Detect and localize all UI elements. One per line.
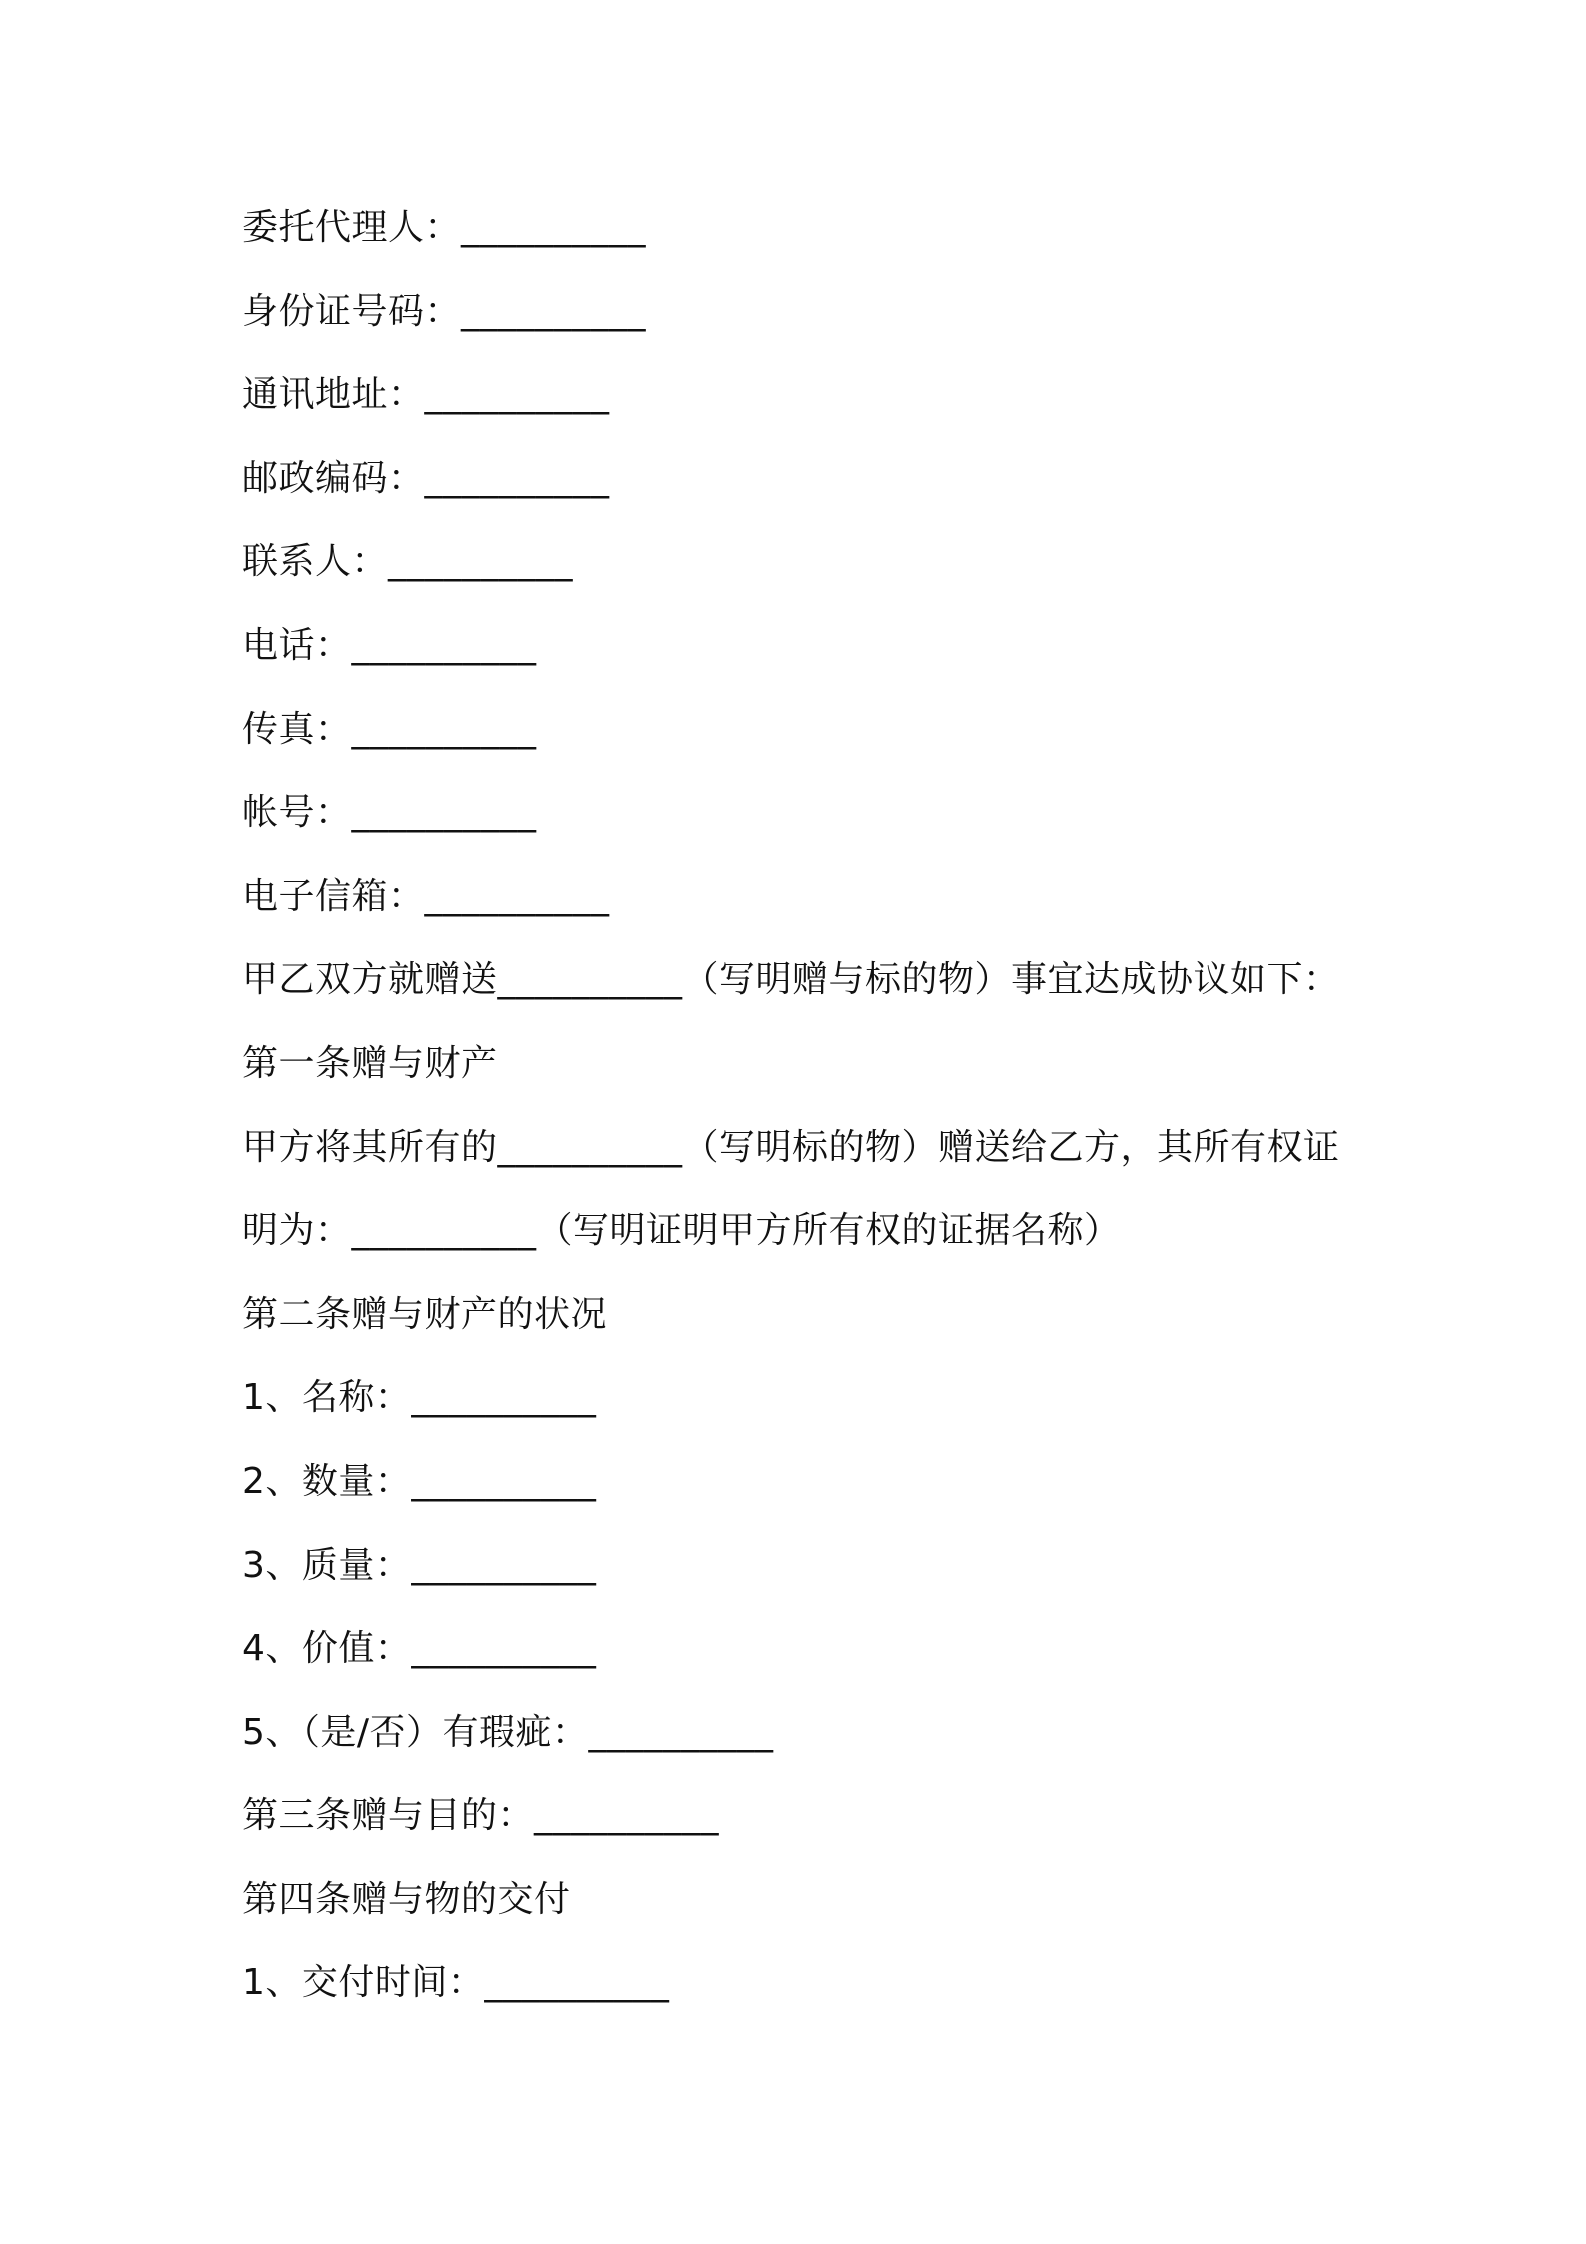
- property-quality-field: 3、质量：__________: [242, 1544, 597, 1586]
- contact-person-field: 联系人：__________: [242, 541, 574, 583]
- article-4-heading: 第四条赠与物的交付: [242, 1878, 571, 1920]
- mailing-address-field: 通讯地址：__________: [242, 374, 610, 416]
- fax-field: 传真：__________: [242, 708, 537, 750]
- agreement-intro: 甲乙双方就赠送__________（写明赠与标的物）事宜达成协议如下：: [242, 959, 1340, 1001]
- account-number-field: 帐号：__________: [242, 792, 537, 834]
- article-2-heading: 第二条赠与财产的状况: [242, 1293, 608, 1335]
- property-defects-field: 5、（是/否）有瑕疵：__________: [242, 1711, 774, 1753]
- property-name-field: 1、名称：__________: [242, 1377, 597, 1419]
- article-3-purpose-field: 第三条赠与目的：__________: [242, 1795, 720, 1837]
- delivery-time-field: 1、交付时间：__________: [242, 1962, 670, 2004]
- property-quantity-field: 2、数量：__________: [242, 1460, 597, 1502]
- id-number-field: 身份证号码：__________: [242, 290, 647, 332]
- email-field: 电子信箱：__________: [242, 875, 610, 917]
- article-1-heading: 第一条赠与财产: [242, 1042, 498, 1084]
- postal-code-field: 邮政编码：__________: [242, 457, 610, 499]
- article-1-text-line-2: 明为：__________（写明证明甲方所有权的证据名称）: [242, 1210, 1121, 1252]
- document-body: [242, 196, 1402, 2035]
- article-1-text-line-1: 甲方将其所有的__________（写明标的物）赠送给乙方，其所有权证: [242, 1126, 1340, 1168]
- agent-name-field: 委托代理人：__________: [242, 207, 647, 248]
- phone-field: 电话：__________: [242, 624, 537, 666]
- property-value-field: 4、价值：__________: [242, 1628, 597, 1670]
